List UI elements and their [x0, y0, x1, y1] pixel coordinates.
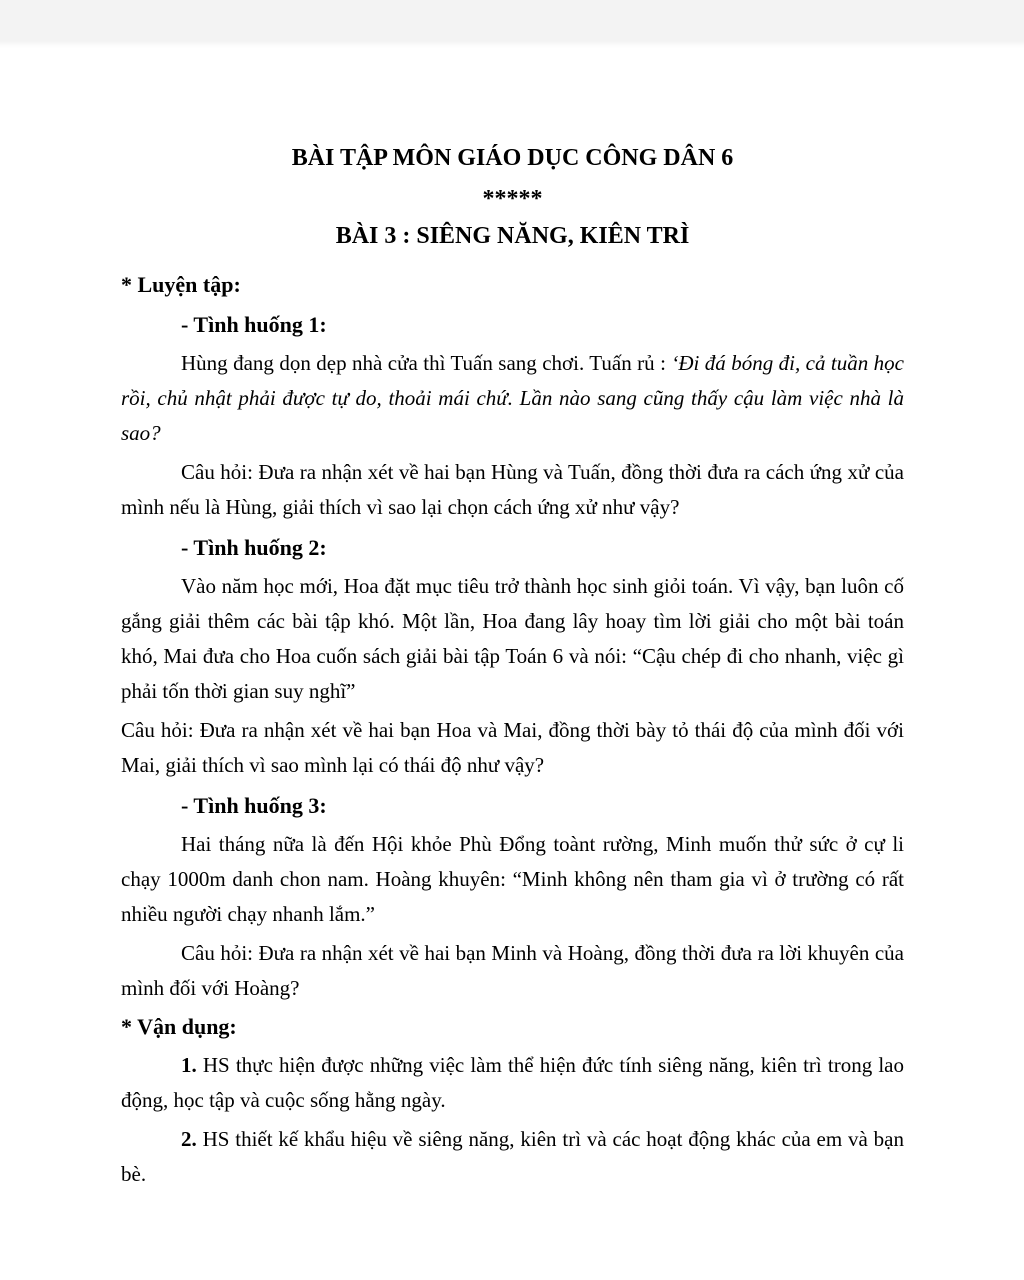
- situation-3-intro: Hai tháng nữa là đến Hội khỏe Phù Đổng toànt rường, Minh muốn thử sức ở cự li chạy 1000m danh chon nam. Hoàng khuyên: “Minh không nên tham gia vì ở trường có rất nhiều người chạy nhanh lắm.”: [121, 832, 904, 926]
- application-item-2-number: 2.: [181, 1127, 197, 1151]
- situation-2-intro: Vào năm học mới, Hoa đặt mục tiêu trở thành học sinh giỏi toán. Vì vậy, bạn luôn cố gắng giải thêm các bài tập khó. Một lần, Hoa đang lây hoay tìm lời giải cho một bài toán khó, Mai đưa cho Hoa cuốn sách giải bài tập Toán 6 và nói: “Cậu chép đi cho nhanh, việc gì phải tốn thời gian suy nghĩ”: [121, 574, 904, 703]
- top-bar: [0, 0, 1024, 48]
- application-section-heading: * Vận dụng:: [121, 1014, 237, 1039]
- situation-1-body: [121, 346, 904, 451]
- practice-section-heading: * Luyện tập:: [121, 272, 241, 297]
- situation-2-question: Câu hỏi: Đưa ra nhận xét về hai bạn Hoa và Mai, đồng thời bày tỏ thái độ của mình đối với Mai, giải thích vì sao mình lại có thái độ như vậy?: [121, 718, 904, 777]
- situation-2-body: [121, 569, 904, 709]
- document-title: BÀI TẬP MÔN GIÁO DỤC CÔNG DÂN 6: [291, 145, 734, 171]
- lesson-heading: BÀI 3 : SIÊNG NĂNG, KIÊN TRÌ: [335, 223, 690, 249]
- separator-stars: *****: [482, 186, 543, 212]
- situation-1-heading: - Tình huống 1:: [181, 312, 327, 337]
- document-page: [0, 48, 1024, 1236]
- situation-3-question: Câu hỏi: Đưa ra nhận xét về hai bạn Minh và Hoàng, đồng thời đưa ra lời khuyên của mình đối với Hoàng?: [121, 941, 904, 1000]
- application-item-1-number: 1.: [181, 1053, 197, 1077]
- situation-3-body: [121, 827, 904, 932]
- situation-1-question: Câu hỏi: Đưa ra nhận xét về hai bạn Hùng và Tuấn, đồng thời đưa ra cách ứng xử của mình nếu là Hùng, giải thích vì sao lại chọn cách ứng xử như vậy?: [121, 460, 904, 519]
- application-item-2: [121, 1122, 904, 1192]
- application-item-1-text: HS thực hiện được những việc làm thể hiện đức tính siêng năng, kiên trì trong lao động, học tập và cuộc sống hằng ngày.: [121, 1053, 904, 1112]
- situation-2-heading: - Tình huống 2:: [181, 535, 327, 560]
- situation-1-quote: ‘Đi đá bóng đi, cả tuần học rồi, chủ nhật phải được tự do, thoải mái chứ. Lần nào sang cũng thấy cậu làm việc nhà là sao?: [121, 351, 904, 445]
- application-item-1: [121, 1048, 904, 1118]
- situation-1-intro: Hùng đang dọn dẹp nhà cửa thì Tuấn sang chơi. Tuấn rủ :: [181, 351, 672, 375]
- application-item-2-text: HS thiết kế khẩu hiệu về siêng năng, kiên trì và các hoạt động khác của em và bạn bè.: [121, 1127, 904, 1186]
- situation-3-heading: - Tình huống 3:: [181, 793, 327, 818]
